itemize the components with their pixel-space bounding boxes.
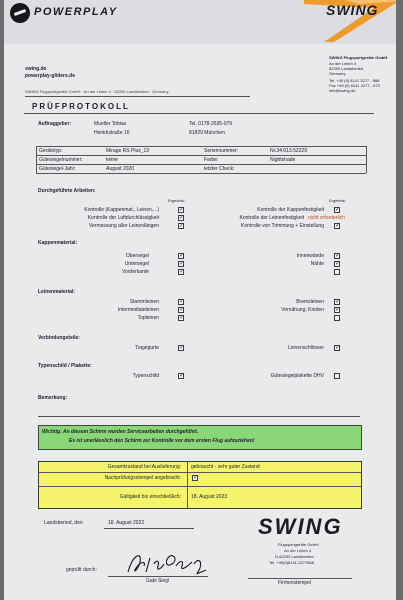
check-tragegurte[interactable] xyxy=(178,345,184,351)
remarks-rule xyxy=(38,416,360,417)
state-label: Gesamtzustand bei Auslieferung: xyxy=(107,464,181,470)
valid-until-value: 18. August 2023 xyxy=(191,494,228,500)
check-kappenfestigkeit[interactable] xyxy=(334,207,340,213)
checked-by-label: geprüft durch: xyxy=(66,567,97,573)
seal-year: August 2020 xyxy=(106,166,135,172)
date-rule xyxy=(104,528,194,529)
client-label: Auftraggeber: xyxy=(38,121,72,127)
result-label-right: Ergebnis: xyxy=(329,198,346,203)
check-kontrolle-kappenmat[interactable] xyxy=(178,207,184,213)
company-fax: Fax +49 (0) 8141 3277 - 870 xyxy=(329,83,380,88)
leinenfestigkeit-note: nicht erforderlich xyxy=(308,215,345,221)
check-stammleinen[interactable] xyxy=(178,299,184,305)
canopy-title: Kappenmaterial: xyxy=(38,240,78,246)
company-phone: Tel. +49 (0) 8141 3277 - 888 xyxy=(329,78,380,83)
check-vorderkante[interactable] xyxy=(178,269,184,275)
check-leinenschloesser[interactable] xyxy=(334,345,340,351)
notice-line-2: Es ist unerlässlich den Schirm zur Kontrolle vor dem ersten Flug aufzuziehen! xyxy=(69,438,255,444)
check-bremsleinen[interactable] xyxy=(334,299,340,305)
typeplate-title: Typenschild / Plakette: xyxy=(38,363,92,369)
website-1: swing.de xyxy=(25,66,47,72)
notice-line-1: Wichtig: An diesem Schirm wurden Servicearbeiten durchgeführt. xyxy=(42,429,199,435)
client-tel: Tel. 0178-2635-079 xyxy=(189,121,233,127)
summary-box xyxy=(38,461,362,509)
check-trimmung[interactable] xyxy=(334,223,340,229)
result-label-left: Ergebnis: xyxy=(168,198,185,203)
check-canopy-empty[interactable] xyxy=(334,269,340,275)
check-topleinen[interactable] xyxy=(178,315,184,321)
stamp-label: Nachprüfungsstempel angebracht: xyxy=(104,475,181,481)
sender-rule xyxy=(25,96,250,97)
client-name: Mueller Tobias xyxy=(94,121,127,127)
website-2: powerplay-gliders.de xyxy=(25,73,76,79)
valid-label: Gültigkeit bis einschließlich: xyxy=(119,494,181,500)
device-type: Mirage RS Plus_13 xyxy=(106,148,150,154)
client-street: Henkhstraße 16 xyxy=(94,130,130,136)
swing-logo-top: SWING xyxy=(326,2,379,18)
brand-name: POWERPLAY xyxy=(34,6,118,18)
signature-rule xyxy=(108,576,208,577)
check-typenschild[interactable] xyxy=(178,373,184,379)
check-vernaehung[interactable] xyxy=(334,307,340,313)
signer-name: Gabi Siegl xyxy=(146,578,170,584)
works-title: Durchgeführte Arbeiten: xyxy=(38,188,96,194)
check-leinenlaengen[interactable] xyxy=(178,223,184,229)
seal-number: keine xyxy=(106,157,118,163)
connectors-title: Verbindungsteile: xyxy=(38,335,80,341)
color-value: Nightshade xyxy=(270,157,296,163)
check-lines-empty[interactable] xyxy=(334,315,340,321)
doc-title: PRÜFPROTOKOLL xyxy=(32,102,130,111)
place-label: Landsberied, den xyxy=(44,520,83,526)
stamp-label: Firmenstempel xyxy=(278,580,312,586)
swing-logo-stamp: SWING xyxy=(258,514,343,539)
title-rule xyxy=(24,113,374,114)
document-page: POWERPLAY SWING swing.de powerplay-gliders.de SWING Flugsportgeräte GmbH · An der Leiten 4 · 82290 Landsberied · Germany SWING Flugsportgeräte GmbH An der Leiten 4 82290 Landsberied Germany Tel. +49 (0) 8141 3277 - 888 Fax +49 (0) 8141 3277 - 870 info@swing.de PRÜFPROTOKOLL Auftraggeber: Mueller Tobias Henkhstraße 16 Tel. 0178-2635-079 81829 München Gerätetyp: Mirage RS Plus_13 Seriennummer: Nr.34.013.52229 Gütesiegelnummer: keine Farbe: Nightshade Gütesiegel-Jahr: August 2020 letzter Check: Durchgeführte Arbeiten: Ergebnis: Ergebnis: Kontrolle (Kappenmat., Leinen,...) ✓ Kontrolle der Luftdurchlässigkeit ✓ Vermessung aller Leinenlängen ✓ Kontrolle der Kappenfestigkeit ✓ Kontrolle der Leinenfestigkeit nicht erforderlich Kontrolle von Trimmung + Einstellung ✓ Kappenmaterial: Obersegel ✓ Untersegel ✓ Vorderkante ✓ Innenwände ✓ Nähte ✓ Leinenmaterial: Stammleinen ✓ Intermediateleinen ✓ Topleinen ✓ Bremsleinen ✓ Vernähung, Knoten ✓ Verbindungsteile: Tragegurte ✓ Leinenschlösser ✓ Typenschild / Plakette: Typenschild ✓ Gütesiegelplakette DHV Bemerkung: Wichtig: An diesem Schirm wurden Servicearbeiten durchgeführt. Es ist unerlässlich den Schirm zur Kontrolle vor dem ersten Flug aufzuziehen! Gesamtzustand bei Auslieferung: gebraucht - sehr guter Zustand Nachprüfungsstempel angebracht: ✓ Gültigkeit bis einschließlich: 18. August 2023 Landsberied, den 18. August 2022 SWING Flugsportgeräte GmbH An der Leiten 4 D-82290 Landsberied Tel. +49(0)8141-3277888 Firmenstempel geprüft durch: Gabi Siegl xyxy=(4,0,396,600)
check-naehte[interactable] xyxy=(334,261,340,267)
check-guetesiegelplakette[interactable] xyxy=(334,373,340,379)
remarks-label: Bemerkung: xyxy=(38,395,68,401)
check-luftdurchlaessigkeit[interactable] xyxy=(178,215,184,221)
check-stamp-applied[interactable] xyxy=(192,475,198,481)
check-intermediateleinen[interactable] xyxy=(178,307,184,313)
signing-date: 18. August 2022 xyxy=(108,520,145,526)
check-innenwaende[interactable] xyxy=(334,253,340,259)
signature-icon xyxy=(122,548,212,578)
company-email: info@swing.de xyxy=(329,88,356,93)
lines-title: Leinenmaterial: xyxy=(38,289,75,295)
important-notice xyxy=(38,425,362,450)
serial-number: Nr.34.013.52229 xyxy=(270,148,307,154)
state-value: gebraucht - sehr guter Zustand xyxy=(191,464,260,470)
powerplay-logo-icon xyxy=(10,3,30,23)
client-city: 81829 München xyxy=(189,130,225,136)
sender-line: SWING Flugsportgeräte GmbH · An der Leiten 4 · 82290 Landsberied · Germany xyxy=(25,89,169,94)
check-obersegel[interactable] xyxy=(178,253,184,259)
stamp-rule xyxy=(248,578,352,579)
check-untersegel[interactable] xyxy=(178,261,184,267)
